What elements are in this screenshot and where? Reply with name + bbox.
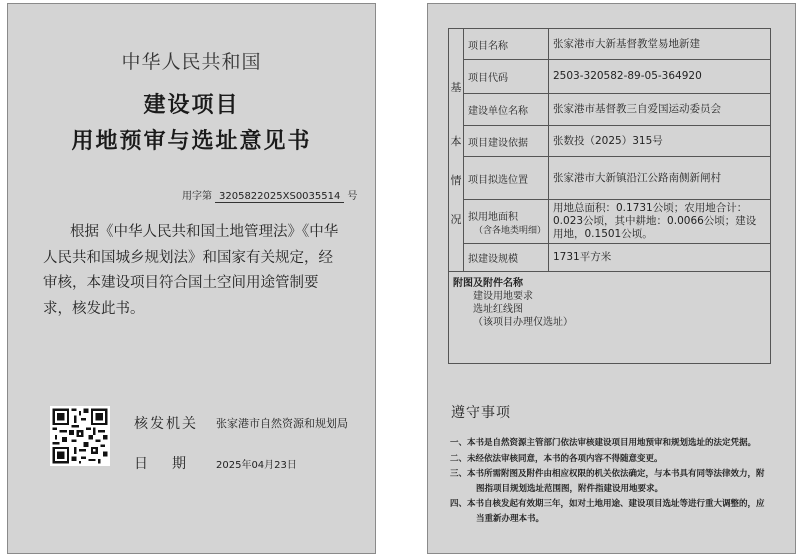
date-label (134, 453, 186, 473)
row-value: 张家港市基督教三自爱国运动委员会 (549, 94, 771, 126)
title-line-2: 用地预审与选址意见书 (71, 129, 312, 154)
row-label (464, 200, 549, 244)
country-name: 中华人民共和国 (121, 51, 262, 73)
row-label: 拟建设规模 (464, 244, 549, 272)
attachment-item: 选址红线图 (473, 304, 523, 315)
issue-date: 2025年04月23日 (216, 460, 297, 471)
table-row (449, 126, 771, 157)
date-label-char-2: 期 (172, 456, 186, 472)
attachments-cell (449, 272, 771, 364)
row-label-main: 拟用地面积 (468, 211, 518, 223)
notice-title: 遵守事项 (451, 405, 511, 421)
table-row (449, 60, 771, 94)
row-sublabel: （含各地类明细） (474, 225, 547, 236)
document-number (182, 187, 357, 203)
certificate-body (43, 220, 343, 322)
side-char: 本 (450, 135, 462, 148)
certificate-body-text: 根据《中华人民共和国土地管理法》《中华人民共和国城乡规划法》和国家有关规定，经审核，本建设项目符合国土空间用途管制要求，核发此书。 (43, 224, 339, 317)
notice-list (450, 436, 768, 527)
attachment-item: 建设用地要求 (473, 291, 533, 302)
row-label: 项目代码 (464, 60, 549, 94)
row-value: 张家港市大新基督教堂易地新建 (549, 29, 771, 60)
notice-item: 一、本书是自然资源主管部门依法审核建设项目用地预审和规划选址的法定凭据。 (450, 438, 757, 448)
table-row (449, 29, 771, 60)
table-row (449, 94, 771, 126)
attachments-title: 附图及附件名称 (453, 278, 523, 289)
attachment-item: （该项目办理仅选址） (473, 317, 573, 328)
date-label-char-1: 日 (134, 456, 148, 472)
row-value: 1731平方米 (549, 244, 771, 272)
row-value: 张家港市大新镇沿江公路南侧新闸村 (549, 157, 771, 200)
notice-item: 二、未经依法审核同意，本书的各项内容不得随意变更。 (450, 453, 663, 464)
basic-info-side-label (449, 29, 464, 272)
certificate-cover-page (7, 3, 376, 554)
table-row (449, 244, 771, 272)
doc-number-prefix: 用字第 (182, 191, 212, 202)
side-char: 况 (450, 213, 462, 226)
title-line-1: 建设项目 (143, 93, 240, 118)
certificate-details-page (427, 3, 796, 554)
row-label: 项目名称 (464, 29, 549, 60)
project-info-table (448, 28, 771, 364)
side-char: 基 (450, 81, 462, 94)
table-row (449, 200, 771, 244)
qr-code-icon (50, 406, 110, 466)
notice-item: 四、本书自核发起有效期三年，如对土地用途、建设项目选址等进行重大调整的，应当重新办理本书。 (450, 499, 765, 524)
table-row (449, 157, 771, 200)
row-value: 张数投（2025）315号 (549, 126, 771, 157)
doc-number-suffix: 号 (347, 191, 358, 202)
row-label: 建设单位名称 (464, 94, 549, 126)
table-row (449, 272, 771, 364)
doc-number-value: 3205822025XS0035514 (215, 191, 344, 203)
issuer-value: 张家港市自然资源和规划局 (216, 417, 348, 430)
notice-item: 三、本书所需附图及附件由相应权限的机关依法确定，与本书具有同等法律效力，附图指项目规划选址范围图，附件指建设用地要求。 (450, 469, 765, 494)
side-char: 情 (450, 174, 462, 187)
row-label: 项目拟选位置 (464, 157, 549, 200)
row-value: 用地总面积：0.1731公顷；农用地合计：0.023公顷，其中耕地：0.0066公顷；建设用地，0.1501公顷。 (549, 200, 771, 244)
row-label: 项目建设依据 (464, 126, 549, 157)
row-value: 2503-320582-89-05-364920 (549, 60, 771, 94)
issuer-label: 核发机关 (134, 416, 198, 432)
